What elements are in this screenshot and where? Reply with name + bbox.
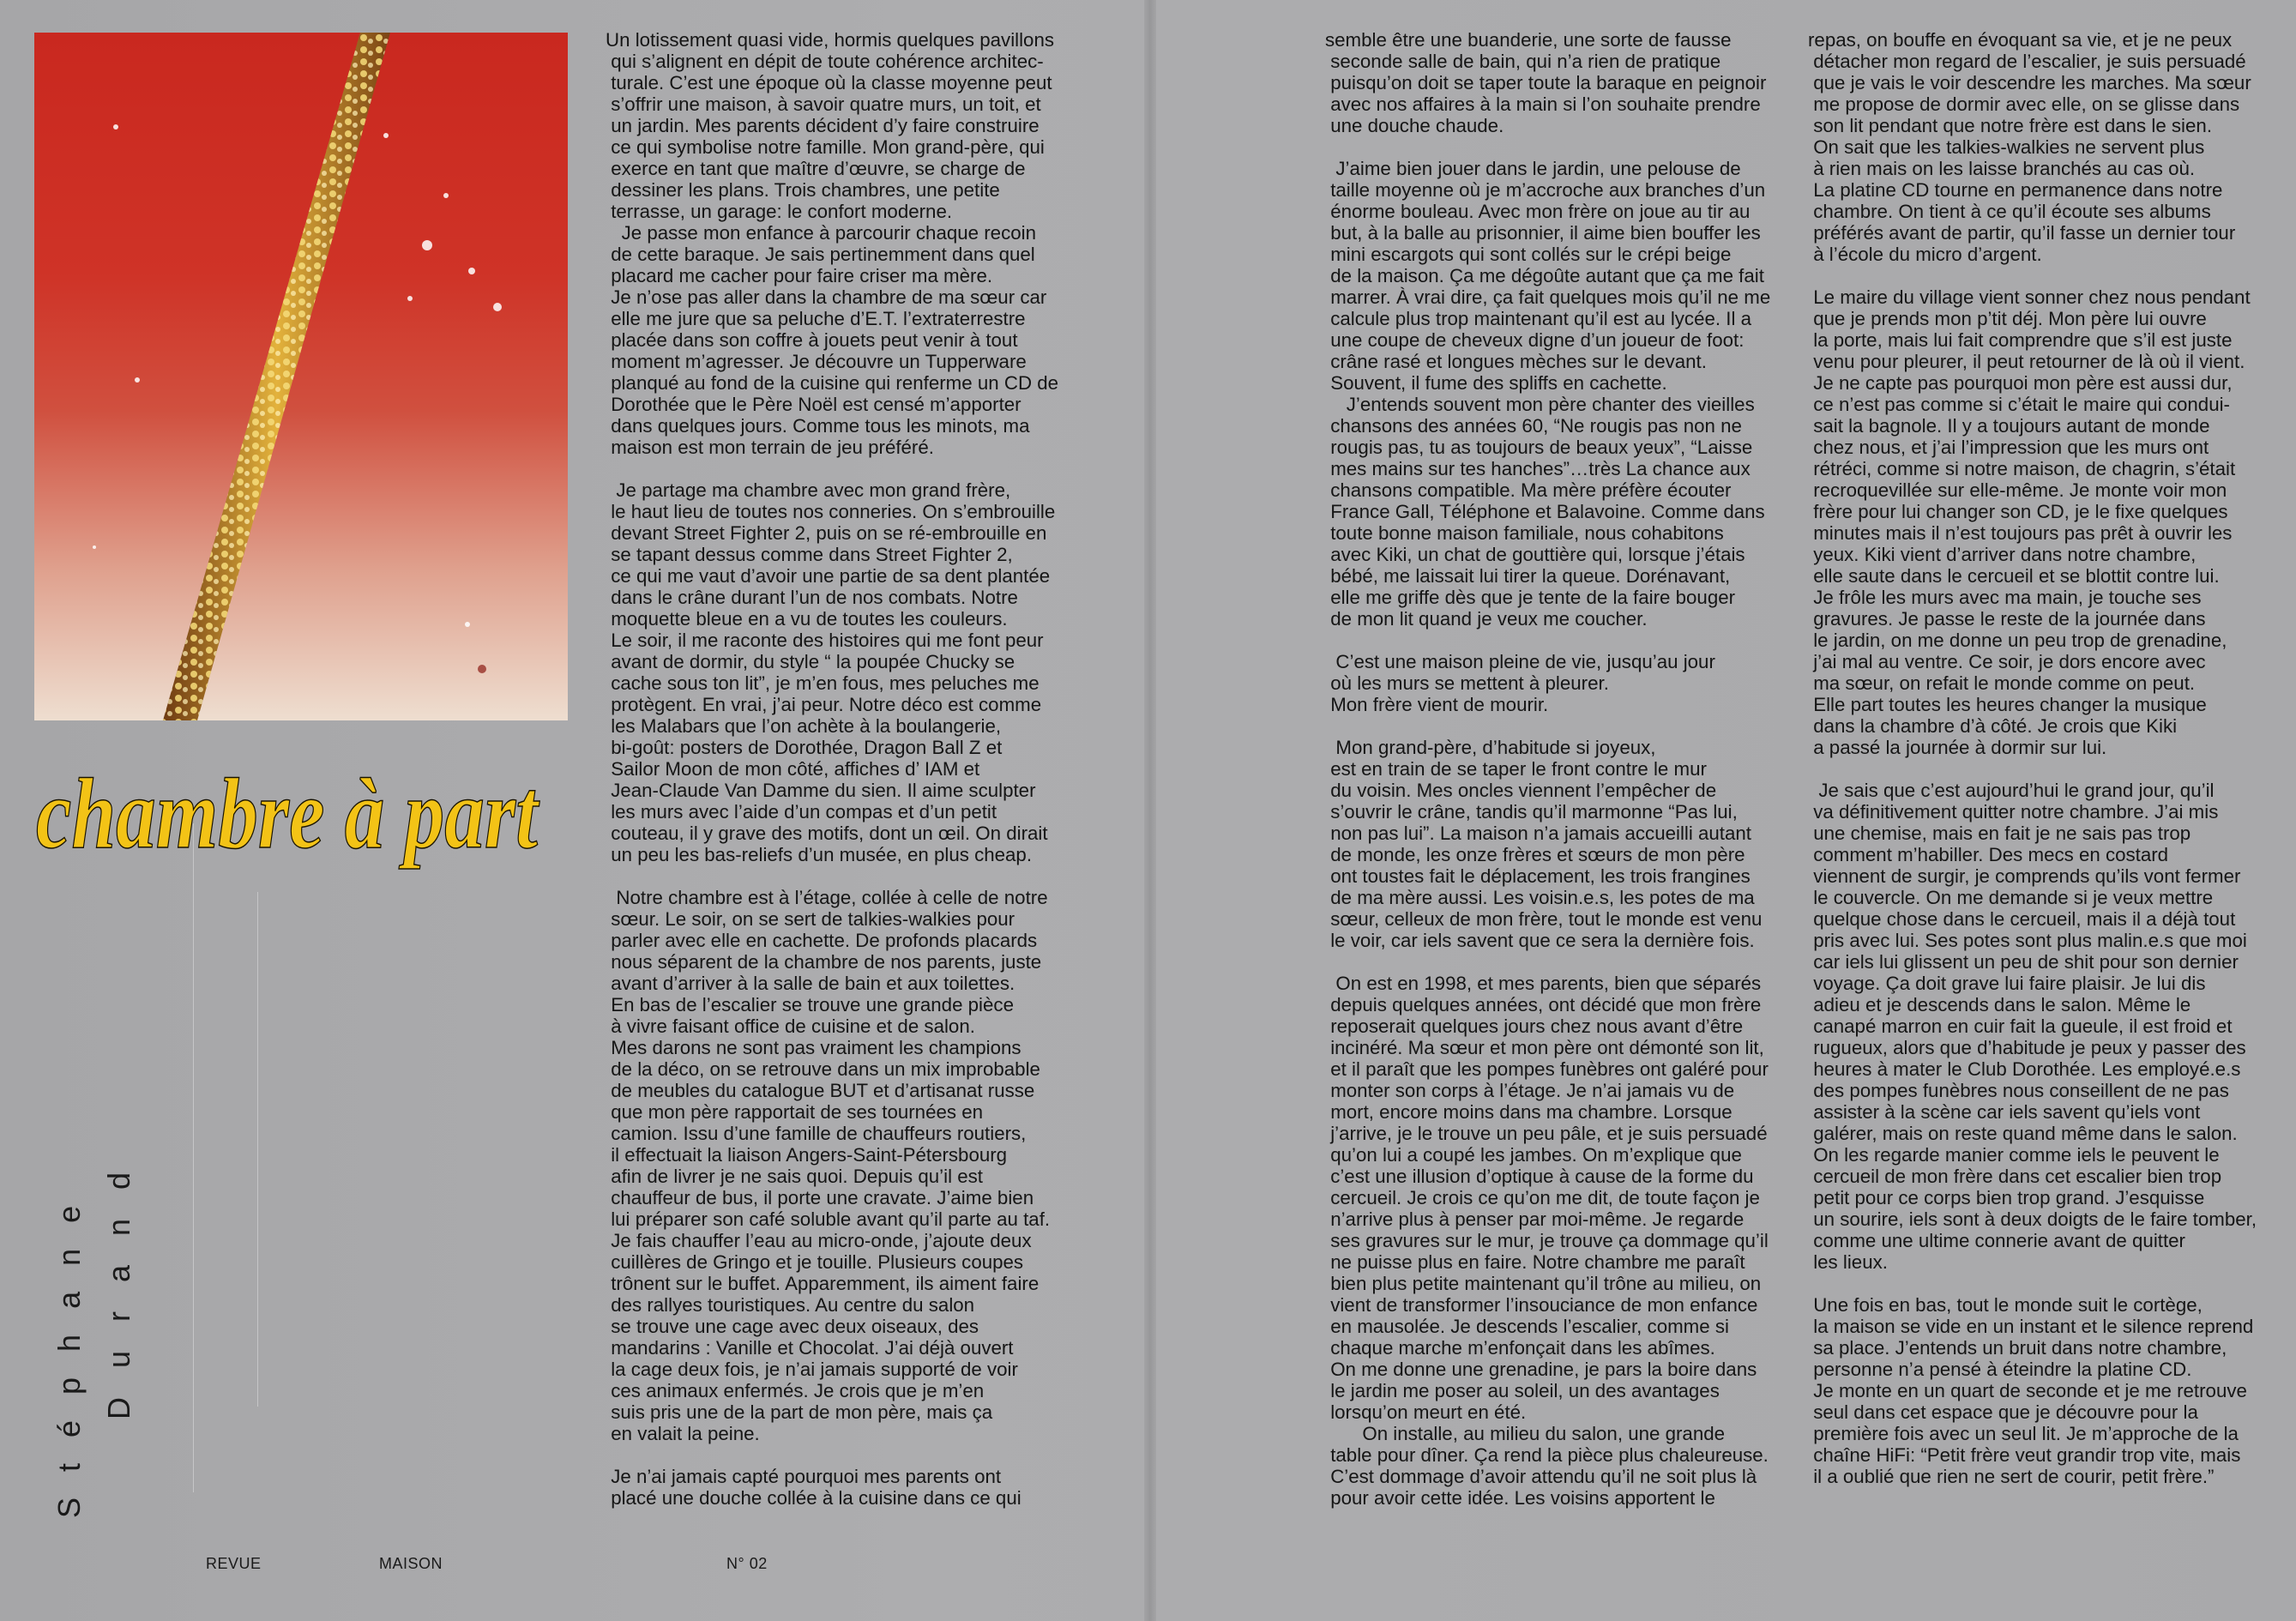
text-line: puisqu’on doit se taper toute la baraque en peignoir [1325,72,1767,93]
text-line: Je n’ai jamais capté pourquoi mes parents ont [606,1466,1002,1487]
text-line: gravures. Je passe le reste de la journée dans [1808,608,2206,630]
text-line: le jardin, on me donne un peu trop de grenadine, [1808,630,2227,651]
text-line: bébé, me laissait lui tirer la queue. Dorénavant, [1325,565,1731,587]
text-line: lorsqu’on meurt en été. [1325,1401,1527,1423]
text-line: en mausolée. Je descends l’escalier, comme si [1325,1316,1729,1337]
text-line: de ma mère aussi. Les voisin.e.s, les potes de ma [1325,887,1755,908]
bubble-stem-photo [34,33,568,720]
text-line: turale. C’est une époque où la classe moyenne peut [606,72,1052,93]
text-line: venu pour pleurer, il peut retourner de là où il vient. [1808,351,2245,372]
text-line: qu’on lui a coupé les jambes. On m’explique que [1325,1144,1742,1166]
text-line: Je n’ose pas aller dans la chambre de ma sœur car [606,286,1047,308]
text-line: de la maison. Ça me dégoûte autant que ça me fait [1325,265,1764,286]
text-line: Elle part toutes les heures changer la musique [1808,694,2207,715]
text-line: toute bonne maison familiale, nous cohabitons [1325,522,1724,544]
text-line: exerce en tant que maître d’œuvre, se charge de [606,158,1026,179]
text-line: C’est dommage d’avoir attendu qu’il ne soit plus là [1325,1466,1757,1487]
text-line [606,865,1058,887]
text-line: parler avec elle en cachette. De profonds placards [606,930,1038,951]
text-line: les murs avec l’aide d’un compas et d’un petit [606,801,997,823]
text-line: sœur. Le soir, on se sert de talkies-walkies pour [606,908,1015,930]
text-line: Je sais que c’est aujourd’hui le grand jour, qu’il [1808,780,2215,801]
photo-artwork-icon [34,33,568,720]
text-line: Je monte en un quart de seconde et je me retrouve [1808,1380,2247,1401]
footer-section: MAISON [379,1555,443,1572]
text-line: yeux. Kiki vient d’arriver dans notre chambre, [1808,544,2197,565]
text-line: avec nos affaires à la main si l’on souhaite prendre [1325,93,1761,115]
text-line: ce n’est pas comme si c’était le maire qui condui- [1808,394,2230,415]
text-line: mes mains sur tes hanches”…très La chance aux [1325,458,1751,479]
text-line: Je partage ma chambre avec mon grand frère, [606,479,1011,501]
text-line: son lit pendant que notre frère est dans le sien. [1808,115,2213,136]
text-line: Un lotissement quasi vide, hormis quelques pavillons [606,29,1055,51]
text-line: la cage deux fois, je n’ai jamais supporté de voir [606,1359,1018,1380]
article-title-text: chambre à part [36,757,540,870]
text-line: elle saute dans le cercueil et se blottit contre lui. [1808,565,2220,587]
text-line: monter son corps à l’étage. Je n’ai jamais vu de [1325,1080,1735,1101]
text-line: rétréci, comme si notre maison, de chagrin, s’était [1808,458,2236,479]
text-line: reposerait quelques jours chez nous avant d’être [1325,1015,1744,1037]
text-line [1325,136,1770,158]
text-line: chansons des années 60, “Ne rougis pas non ne [1325,415,1742,437]
text-line [1325,951,1770,973]
text-line: à vivre faisant office de cuisine et de salon. [606,1015,975,1037]
text-line [1325,630,1770,651]
text-line: depuis quelques années, ont décidé que mon frère [1325,994,1762,1015]
text-line: seconde salle de bain, qui n’a rien de pratique [1325,51,1721,72]
text-line: un sourire, iels sont à deux doigts de le faire tomber, [1808,1208,2257,1230]
text-line: c’est une illusion d’optique à cause de la forme du [1325,1166,1754,1187]
text-line: lui préparer son café soluble avant qu’il parte au taf. [606,1208,1051,1230]
text-column-2 [1325,29,1770,1509]
text-line: vient de transformer l’insouciance de mon enfance [1325,1294,1758,1316]
text-line: incinéré. Ma sœur et mon père ont démonté son lit, [1325,1037,1764,1058]
text-line: pour avoir cette idée. Les voisins apportent le [1325,1487,1715,1509]
text-line: car iels lui glissent un peu de shit pour son dernier [1808,951,2239,973]
text-line [606,458,1058,479]
text-line: Je fais chauffer l’eau au micro-onde, j’ajoute deux [606,1230,1032,1251]
text-line: On me donne une grenadine, je pars la boire dans [1325,1359,1757,1380]
text-line: pris avec lui. Ses potes sont plus malin.e.s que moi [1808,930,2247,951]
text-line: à rien mais on les laisse branchés au cas où. [1808,158,2196,179]
text-line: sa place. J’entends un bruit dans notre chambre, [1808,1337,2227,1359]
text-line: camion. Issu d’une famille de chauffeurs routiers, [606,1123,1027,1144]
text-line [606,1444,1058,1466]
text-line: un peu les bas-reliefs d’un musée, en plus cheap. [606,844,1033,865]
text-line: calcule plus trop maintenant qu’il est au lycée. Il a [1325,308,1751,329]
article-title [31,753,545,959]
text-line: Dorothée que le Père Noël est censé m’apporter [606,394,1021,415]
text-line: taille moyenne où je m’accroche aux branches d’un [1325,179,1766,201]
text-line: On est en 1998, et mes parents, bien que séparés [1325,973,1762,994]
text-line: ce qui me vaut d’avoir une partie de sa dent plantée [606,565,1051,587]
text-line: En bas de l’escalier se trouve une grande pièce [606,994,1014,1015]
text-line: une coupe de cheveux digne d’un joueur de foot: [1325,329,1745,351]
text-line: recroquevillée sur elle-même. Je monte voir mon [1808,479,2227,501]
text-line: personne n’a pensé à éteindre la platine CD. [1808,1359,2192,1380]
author-last-name: Durand [101,1142,136,1419]
text-line: On les regarde manier comme iels le peuvent le [1808,1144,2220,1166]
text-line: assister à la scène car iels savent qu’iels vont [1808,1101,2201,1123]
text-line: galérer, mais on reste quand même dans le salon. [1808,1123,2238,1144]
text-line: avec Kiki, un chat de gouttière qui, lorsque j’étais [1325,544,1745,565]
text-line: dans la chambre d’à côté. Je crois que Kiki [1808,715,2178,737]
text-line: Le maire du village vient sonner chez nous pendant [1808,286,2251,308]
text-line: chaque marche m’enfonçait dans les abîmes. [1325,1337,1715,1359]
text-line: viennent de surgir, je comprends qu’ils vont fermer [1808,865,2241,887]
text-line: se tapant dessus comme dans Street Fighter 2, [606,544,1013,565]
text-line: des pompes funèbres nous conseillent de ne pas [1808,1080,2229,1101]
text-line: que je prends mon p’tit déj. Mon père lui ouvre [1808,308,2207,329]
text-line: Souvent, il fume des spliffs en cachette. [1325,372,1667,394]
text-line: me propose de dormir avec elle, on se glisse dans [1808,93,2240,115]
text-line: moquette bleue en a vu de toutes les couleurs. [606,608,1008,630]
text-line: mini escargots qui sont collés sur le crépi beige [1325,244,1732,265]
text-line: Mes darons ne sont pas vraiment les champions [606,1037,1021,1058]
text-line: placard me cacher pour faire criser ma mère. [606,265,993,286]
text-column-3 [1808,29,2257,1487]
text-line: terrasse, un garage: le confort moderne. [606,201,953,222]
text-line: comme une ultime connerie avant de quitter [1808,1230,2185,1251]
text-line: où les murs se mettent à pleurer. [1325,672,1609,694]
text-line: dans le crâne durant l’un de nos combats. Notre [606,587,1018,608]
text-line: nous séparent de la chambre de nos parents, juste [606,951,1042,973]
text-line: de la déco, on se retrouve dans un mix improbable [606,1058,1040,1080]
text-line: rougis pas, tu as toujours de beaux yeux”, “Laisse [1325,437,1753,458]
text-line: chaîne HiFi: “Petit frère veut grandir trop vite, mais [1808,1444,2241,1466]
text-line: bi-goût: posters de Dorothée, Dragon Ball Z et [606,737,1003,758]
text-line: cache sous ton lit”, je m’en fous, mes peluches me [606,672,1040,694]
text-line: une douche chaude. [1325,115,1504,136]
text-line [1325,715,1770,737]
text-line: j’ai mal au ventre. Ce soir, je dors encore avec [1808,651,2206,672]
text-line: crâne rasé et longues mèches sur le devant. [1325,351,1707,372]
text-line: il effectuait la liaison Angers-Saint-Pétersbourg [606,1144,1008,1166]
text-line: elle me griffe dès que je tente de la faire bouger [1325,587,1736,608]
page-gutter [1144,0,1156,1621]
print-scratch [193,823,194,1492]
text-line: Mon grand-père, d’habitude si joyeux, [1325,737,1656,758]
text-line: protègent. En vrai, j’ai peur. Notre déco est comme [606,694,1042,715]
text-line: suis pris une de la part de mon père, mais ça [606,1401,993,1423]
text-line: adieu et je descends dans le salon. Même le [1808,994,2191,1015]
text-line: un jardin. Mes parents décident d’y faire construire [606,115,1040,136]
text-line: cercueil. Je crois ce qu’on me dit, de toute façon je [1325,1187,1760,1208]
text-line: afin de livrer je ne sais quoi. Depuis qu’il est [606,1166,983,1187]
text-line: de mon lit quand je veux me coucher. [1325,608,1648,630]
author-first-name: Stéphane [51,1179,87,1518]
text-line: les Malabars que l’on achète à la boulangerie, [606,715,1002,737]
text-line: première fois avec un seul lit. Je m’approche de la [1808,1423,2239,1444]
text-line: moment m’agresser. Je découvre un Tupperware [606,351,1027,372]
text-line: avant d’arriver à la salle de bain et aux toilettes. [606,973,1015,994]
author-byline [51,986,146,1535]
text-line: j’arrive, je le trouve un peu pâle, et je suis persuadé [1325,1123,1768,1144]
text-line: maison est mon terrain de jeu préféré. [606,437,934,458]
text-line: le haut lieu de toutes nos conneries. On s’embrouille [606,501,1056,522]
footer-issue: N° 02 [726,1555,768,1572]
text-column-1 [606,29,1058,1509]
text-line: la maison se vide en un instant et le silence reprend [1808,1316,2254,1337]
text-line: trônent sur le buffet. Apparemment, ils aiment faire [606,1273,1040,1294]
text-line: bien plus petite maintenant qu’il trône au milieu, on [1325,1273,1762,1294]
text-line: sait la bagnole. Il y a toujours autant de monde [1808,415,2210,437]
text-line: du voisin. Mes oncles viennent l’empêcher de [1325,780,1717,801]
text-line: le voir, car iels savent que ce sera la dernière fois. [1325,930,1755,951]
text-line: planqué au fond de la cuisine qui renferme un CD de [606,372,1059,394]
text-line: il a oublié que rien ne sert de courir, petit frère.” [1808,1466,2215,1487]
text-line: une chemise, mais en fait je ne sais pas trop [1808,823,2191,844]
text-line: ne puisse plus en faire. Notre chambre me paraît [1325,1251,1745,1273]
text-line: avant de dormir, du style “ la poupée Chucky se [606,651,1015,672]
text-line: Notre chambre est à l’étage, collée à celle de notre [606,887,1048,908]
text-line: que mon père rapportait de ses tournées en [606,1101,984,1123]
text-line: ses gravures sur le mur, je trouve ça dommage qu’il [1325,1230,1769,1251]
text-line: seul dans cet espace que je découvre pour la [1808,1401,2198,1423]
text-line: France Gall, Téléphone et Balavoine. Comme dans [1325,501,1765,522]
text-line: Mon frère vient de mourir. [1325,694,1549,715]
text-line: est en train de se taper le front contre le mur [1325,758,1707,780]
text-line: mort, encore moins dans ma chambre. Lorsque [1325,1101,1733,1123]
text-line: Je frôle les murs avec ma main, je touche ses [1808,587,2202,608]
text-line: comment m’habiller. Des mecs en costard [1808,844,2169,865]
text-line: chansons compatible. Ma mère préfère écouter [1325,479,1732,501]
text-line: minutes mais il n’est toujours pas prêt à ouvrir les [1808,522,2233,544]
text-line: mandarins : Vanille et Chocolat. J’ai déjà ouvert [606,1337,1014,1359]
text-line: C’est une maison pleine de vie, jusqu’au jour [1325,651,1715,672]
text-line: ma sœur, on refait le monde comme on peut. [1808,672,2196,694]
text-line: placé une douche collée à la cuisine dans ce qui [606,1487,1021,1509]
text-line: repas, on bouffe en évoquant sa vie, et je ne peux [1808,29,2233,51]
text-line: Le soir, il me raconte des histoires qui me font peur [606,630,1044,651]
text-line: ces animaux enfermés. Je crois que je m’en [606,1380,985,1401]
text-line: dans quelques jours. Comme tous les minots, ma [606,415,1030,437]
text-line: chauffeur de bus, il porte une cravate. J’aime bien [606,1187,1034,1208]
text-line: rugueux, alors que d’habitude je peux y passer des [1808,1037,2246,1058]
text-line: chez nous, et j’ai l’impression que les murs ont [1808,437,2209,458]
text-line: la porte, mais lui fait comprendre que s’il est juste [1808,329,2233,351]
text-line: n’arrive plus à penser par moi-même. Je regarde [1325,1208,1745,1230]
print-scratch [257,892,258,1407]
text-line: voyage. Ça doit grave lui faire plaisir. Je lui dis [1808,973,2206,994]
text-line: de meubles du catalogue BUT et d’artisanat russe [606,1080,1035,1101]
text-line: J’entends souvent mon père chanter des vieilles [1325,394,1755,415]
footer-journal: REVUE [206,1555,262,1572]
text-line: devant Street Fighter 2, puis on se ré-embrouille en [606,522,1047,544]
text-line: frère pour lui changer son CD, je le fixe quelques [1808,501,2228,522]
text-line: canapé marron en cuir fait la gueule, il est froid et [1808,1015,2233,1037]
text-line: sœur, celleux de mon frère, tout le monde est venu [1325,908,1763,930]
text-line: quelque chose dans le cercueil, mais il a déjà tout [1808,908,2236,930]
text-line: ce qui symbolise notre famille. Mon grand-père, qui [606,136,1045,158]
text-line: non pas lui”. La maison n’a jamais accueilli autant [1325,823,1751,844]
text-line: table pour dîner. Ça rend la pièce plus chaleureuse. [1325,1444,1769,1466]
text-line: Je passe mon enfance à parcourir chaque recoin [606,222,1036,244]
text-line: détacher mon regard de l’escalier, je suis persuadé [1808,51,2246,72]
text-line: On sait que les talkies-walkies ne servent plus [1808,136,2205,158]
text-line: J’aime bien jouer dans le jardin, une pelouse de [1325,158,1741,179]
text-line [1808,265,2257,286]
text-line: et il paraît que les pompes funèbres ont galéré pour [1325,1058,1769,1080]
text-line: a passé la journée à dormir sur lui. [1808,737,2107,758]
text-line: dessiner les plans. Trois chambres, une petite [606,179,1000,201]
text-line: petit pour ce corps bien trop grand. J’esquisse [1808,1187,2205,1208]
text-line: placée dans son coffre à jouets peut venir à tout [606,329,1018,351]
text-line: se trouve une cage avec deux oiseaux, des [606,1316,979,1337]
text-line [1808,1273,2257,1294]
text-line: s’ouvrir le crâne, tandis qu’il marmonne “Pas lui, [1325,801,1738,823]
text-line: va définitivement quitter notre chambre. J’ai mis [1808,801,2219,823]
text-line: le jardin me poser au soleil, un des avantages [1325,1380,1720,1401]
text-line: semble être une buanderie, une sorte de fausse [1325,29,1732,51]
text-line: marrer. À vrai dire, ça fait quelques mois qu’il ne me [1325,286,1771,308]
text-line [1808,758,2257,780]
text-line: des rallyes touristiques. Au centre du salon [606,1294,975,1316]
text-line: ont toustes fait le déplacement, les trois frangines [1325,865,1751,887]
text-line: les lieux. [1808,1251,1888,1273]
text-line: couteau, il y grave des motifs, dont un œil. On dirait [606,823,1048,844]
text-line: de monde, les onze frères et sœurs de mon père [1325,844,1745,865]
text-line: La platine CD tourne en permanence dans notre [1808,179,2223,201]
text-line: le couvercle. On me demande si je veux mettre [1808,887,2214,908]
text-line: à l’école du micro d’argent. [1808,244,2042,265]
text-line: Je ne capte pas pourquoi mon père est aussi dur, [1808,372,2233,394]
text-line: Jean-Claude Van Damme du sien. Il aime sculpter [606,780,1036,801]
text-line: énorme bouleau. Avec mon frère on joue au tir au [1325,201,1751,222]
text-line: chambre. On tient à ce qu’il écoute ses albums [1808,201,2211,222]
text-line: qui s’alignent en dépit de toute cohérence architec- [606,51,1044,72]
text-line: cercueil de mon frère dans cet escalier bien trop [1808,1166,2222,1187]
text-line: elle me jure que sa peluche d’E.T. l’extraterrestre [606,308,1026,329]
text-line: préférés avant de partir, qu’il fasse un dernier tour [1808,222,2236,244]
text-line: heures à mater le Club Dorothée. Les employé.e.s [1808,1058,2241,1080]
text-line: que je vais le voir descendre les marches. Ma sœur [1808,72,2251,93]
text-line: On installe, au milieu du salon, une grande [1325,1423,1726,1444]
text-line: but, à la balle au prisonnier, il aime bien bouffer les [1325,222,1761,244]
text-line: cuillères de Gringo et je touille. Plusieurs coupes [606,1251,1024,1273]
text-line: s’offrir une maison, à savoir quatre murs, un toit, et [606,93,1041,115]
text-line: Sailor Moon de mon côté, affiches d’ IAM et [606,758,980,780]
text-line: Une fois en bas, tout le monde suit le cortège, [1808,1294,2203,1316]
text-line: en valait la peine. [606,1423,760,1444]
text-line: de cette baraque. Je sais pertinemment dans quel [606,244,1035,265]
